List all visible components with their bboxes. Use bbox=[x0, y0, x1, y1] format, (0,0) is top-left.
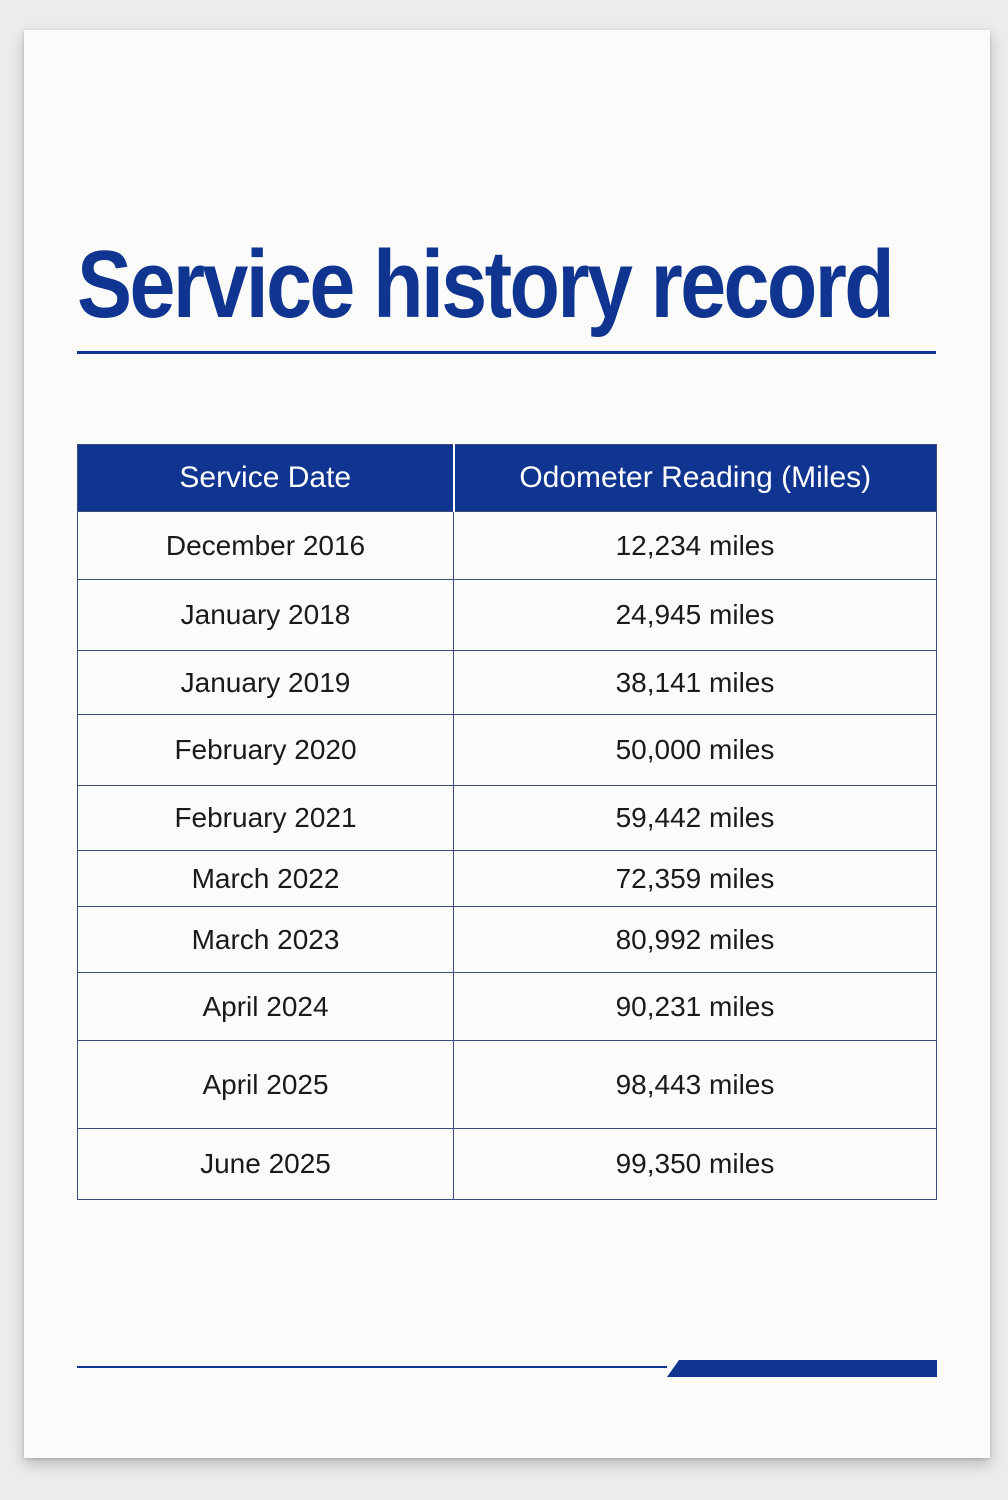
document-page bbox=[24, 30, 990, 1458]
service-date-cell: January 2019 bbox=[78, 651, 454, 715]
table-row bbox=[78, 851, 937, 907]
odometer-cell: 38,141 miles bbox=[454, 651, 937, 715]
odometer-cell: 12,234 miles bbox=[454, 512, 937, 580]
table-row bbox=[78, 1041, 937, 1129]
table-row bbox=[78, 907, 937, 973]
service-date-cell: April 2024 bbox=[78, 973, 454, 1041]
service-date-cell: January 2018 bbox=[78, 580, 454, 651]
table-row bbox=[78, 580, 937, 651]
odometer-cell: 98,443 miles bbox=[454, 1041, 937, 1129]
odometer-cell: 50,000 miles bbox=[454, 715, 937, 786]
odometer-cell: 80,992 miles bbox=[454, 907, 937, 973]
table-header-row bbox=[78, 445, 937, 512]
odometer-cell: 99,350 miles bbox=[454, 1129, 937, 1200]
table-row bbox=[78, 786, 937, 851]
title-divider bbox=[77, 351, 936, 354]
table-row bbox=[78, 715, 937, 786]
footer-divider bbox=[77, 1366, 667, 1368]
header-service-date: Service Date bbox=[78, 445, 454, 512]
table-row bbox=[78, 1129, 937, 1200]
odometer-cell: 24,945 miles bbox=[454, 580, 937, 651]
service-date-cell: December 2016 bbox=[78, 512, 454, 580]
service-date-cell: February 2020 bbox=[78, 715, 454, 786]
footer-accent-bar bbox=[667, 1360, 937, 1377]
odometer-cell: 72,359 miles bbox=[454, 851, 937, 907]
service-date-cell: March 2023 bbox=[78, 907, 454, 973]
service-date-cell: April 2025 bbox=[78, 1041, 454, 1129]
table-row bbox=[78, 973, 937, 1041]
table-row bbox=[78, 512, 937, 580]
service-date-cell: February 2021 bbox=[78, 786, 454, 851]
odometer-cell: 90,231 miles bbox=[454, 973, 937, 1041]
page-title: Service history record bbox=[77, 231, 893, 338]
service-date-cell: March 2022 bbox=[78, 851, 454, 907]
header-odometer-reading: Odometer Reading (Miles) bbox=[454, 445, 937, 512]
service-history-table bbox=[77, 444, 937, 1200]
odometer-cell: 59,442 miles bbox=[454, 786, 937, 851]
table-row bbox=[78, 651, 937, 715]
service-date-cell: June 2025 bbox=[78, 1129, 454, 1200]
